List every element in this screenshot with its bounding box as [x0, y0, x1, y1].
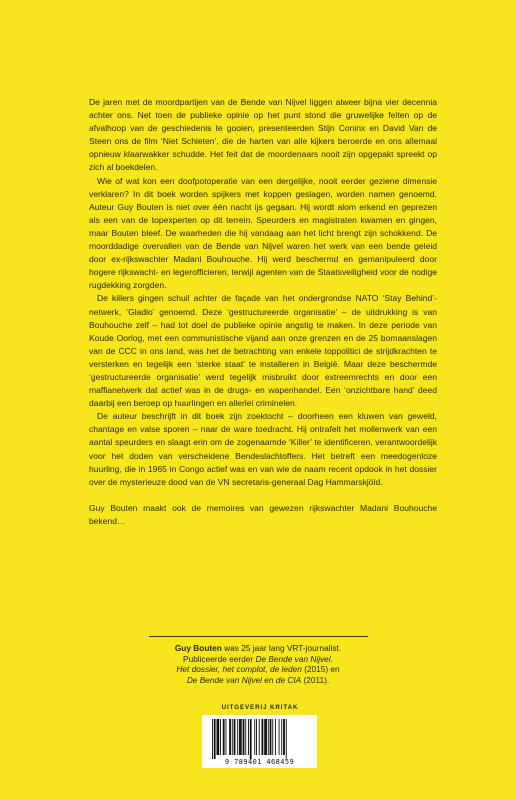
blurb-closing-line: Guy Bouten maakt ook de memoires van gewezen rijkswachter Madani Bouhouche bekend…	[89, 502, 437, 526]
author-bio	[140, 643, 376, 685]
isbn-barcode	[202, 715, 317, 768]
author-bio-line-4: De Bende van Nijvel en de CIA (2011).	[186, 674, 330, 685]
back-cover-blurb	[89, 96, 437, 528]
author-bio-line-2: Publiceerde eerder De Bende van Nijvel.	[183, 653, 333, 664]
blurb-paragraph-3: De killers gingen schuil achter de façade van het ondergrondse NATO ‘Stay Behind’-netwerk, ‘Gladio’ genoemd. Deze ‘gestructureerde organisatie’ – de uitdrukking is van Bouhouche zelf – had tot doel de publieke opinie angstig te maken. In deze periode van Koude Oorlog, met een communistische vijand aan onze grenzen en de 25 bomaanslagen van de CCC in ons land, was het de betrachting van enkele toppolitici de strijdkrachten te versterken en tegelijk een ‘sterke staat’ te installeren in België. Maar deze beschermde ‘gestructureerde organisatie’ werd tegelijk misbruikt door extreemrechts en door een maffianetwerk dat actief was in de drugs- en wapenhandel. Een ‘onzichtbare hand’ deed daarbij een beroep op huurlingen en allerlei criminelen.	[89, 293, 437, 409]
divider-line	[149, 636, 368, 637]
author-bio-line-3: Het dossier, het complot, de leden (2015) en	[176, 664, 340, 675]
publisher-name: UITGEVERIJ KRITAK	[221, 704, 299, 711]
barcode-icon	[212, 719, 307, 759]
author-name: Guy Bouten	[174, 643, 222, 653]
blurb-paragraph-1: De jaren met de moordpartijen van de Bende van Nijvel liggen alweer bijna vier decennia achter ons. Net toen de publieke opinie op het punt stond die gruwelijke feiten op de afvalhoop van de geschiedenis te gooien, presenteerden Stijn Coninx en David Van de Steen ons de film ‘Niet Schieten’, die de harten van alle kijkers beroerde en ons allemaal opnieuw klaarwakker schudde. Het feit dat de moordenaars nooit zijn opgepakt spreekt op zich al boekdelen.	[89, 97, 437, 173]
earlier-book-subtitle-1: Het dossier, het complot, de leden	[176, 664, 302, 675]
blurb-paragraph-2: Wie of wat kon een doofpotoperatie van een dergelijke, nooit eerder geziene dimensie verklaren? In dit boek worden spijkers met koppen geslagen, worden namen genoemd. Auteur Guy Bouten is niet over één nacht ijs gegaan. Hij wordt alom erkend en geprezen als een van de topexperten op dit terrein. Speurders en magistraten kwamen en gingen, maar Bouten bleef. De waarheden die hij vandaag aan het licht brengt zijn schokkend. De moorddadige overvallen van de Bende van Nijvel waren het werk van een bende geleid door ex-rijkswachter Madani Bouhouche. Hij werd beschermd en gemanipuleerd door hogere rijkswacht- en legerofficieren, terwijl agenten van de Staatsveiligheid voor de nodige rugdekking zorgden.	[89, 175, 437, 291]
earlier-book-title-1: De Bende van Nijvel.	[255, 653, 333, 664]
blurb-paragraph-4: De auteur beschrijft in dit boek zijn zoektocht – doorheen een kluwen van geweld, chantage en valse sporen – naar de ware toedracht. Hij ontrafelt het mollenwerk van een aantal speurders en slaagt erin om de zogenaamde ‘Killer’ te identificeren, verantwoordelijk voor het doden van verscheidene Bendeslachtoffers. Het betreft een meedogenloze huurling, die in 1965 in Congo actief was en van wie de naam recent opdook in het dossier over de mysterieuze dood van de VN secretaris-generaal Dag Hammarskjöld.	[89, 411, 437, 487]
author-bio-line-1: Guy Bouten was 25 jaar lang VRT-journalist.	[174, 643, 342, 653]
isbn-digits: 9 789401 468459	[224, 758, 295, 766]
earlier-book-title-2: De Bende van Nijvel en de CIA	[186, 674, 302, 685]
